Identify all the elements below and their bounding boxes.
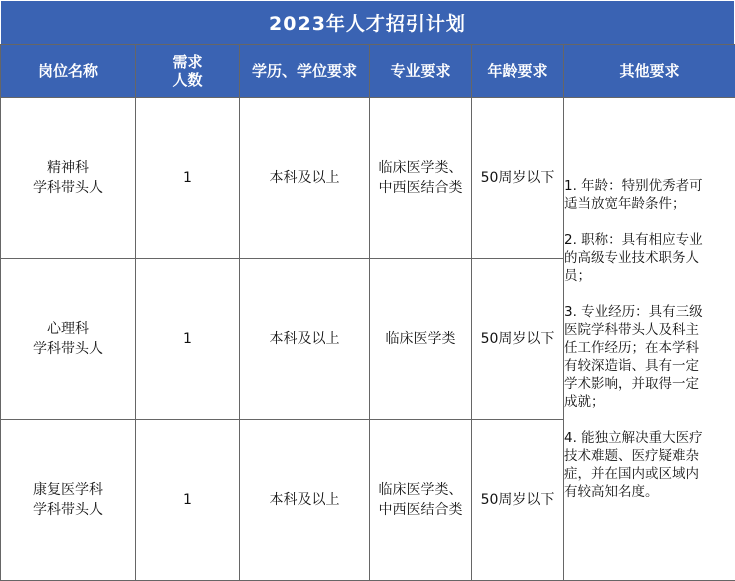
header-position: 岗位名称 (1, 45, 136, 98)
education-cell: 本科及以上 (240, 98, 370, 259)
count-cell: 1 (136, 420, 240, 581)
requirement-ability: 4. 能独立解决重大医疗 技术难题、医疗疑难杂 症，并在国内或区域内 有较高知名度。 (564, 429, 735, 501)
position-cell (1, 98, 136, 259)
age-cell: 50周岁以下 (472, 98, 564, 259)
position-cell (1, 420, 136, 581)
major-cell (370, 98, 472, 259)
position-line2: 学科带头人 (1, 339, 135, 359)
age-cell: 50周岁以下 (472, 420, 564, 581)
recruitment-table (0, 44, 735, 581)
table-title: 2023年人才招引计划 (1, 1, 734, 44)
education-cell: 本科及以上 (240, 420, 370, 581)
major-line2: 中西医结合类 (370, 500, 471, 520)
count-cell: 1 (136, 259, 240, 420)
header-major: 专业要求 (370, 45, 472, 98)
requirement-title: 2. 职称：具有相应专业 的高级专业技术职务人 员； (564, 231, 735, 285)
header-count-line1: 需求 (136, 53, 239, 71)
education-cell: 本科及以上 (240, 259, 370, 420)
header-other: 其他要求 (564, 45, 735, 98)
header-age: 年龄要求 (472, 45, 564, 98)
major-cell (370, 420, 472, 581)
position-line1: 精神科 (1, 158, 135, 178)
major-line2: 中西医结合类 (370, 178, 471, 198)
age-cell: 50周岁以下 (472, 259, 564, 420)
table-row (1, 98, 735, 259)
position-line1: 心理科 (1, 319, 135, 339)
requirement-experience: 3. 专业经历：具有三级 医院学科带头人及科主 任工作经历；在本学科 有较深造诣、具有一定 学术影响，并取得一定 成就； (564, 303, 735, 411)
position-line2: 学科带头人 (1, 500, 135, 520)
header-row (1, 45, 735, 98)
header-count (136, 45, 240, 98)
position-line2: 学科带头人 (1, 178, 135, 198)
other-requirements-cell (564, 98, 735, 581)
major-line1: 临床医学类 (370, 329, 471, 349)
requirement-age: 1. 年龄：特别优秀者可 适当放宽年龄条件； (564, 177, 735, 213)
major-cell (370, 259, 472, 420)
major-line1: 临床医学类、 (370, 158, 471, 178)
major-line1: 临床医学类、 (370, 480, 471, 500)
position-line1: 康复医学科 (1, 480, 135, 500)
count-cell: 1 (136, 98, 240, 259)
position-cell (1, 259, 136, 420)
header-education: 学历、学位要求 (240, 45, 370, 98)
header-count-line2: 人数 (136, 71, 239, 89)
